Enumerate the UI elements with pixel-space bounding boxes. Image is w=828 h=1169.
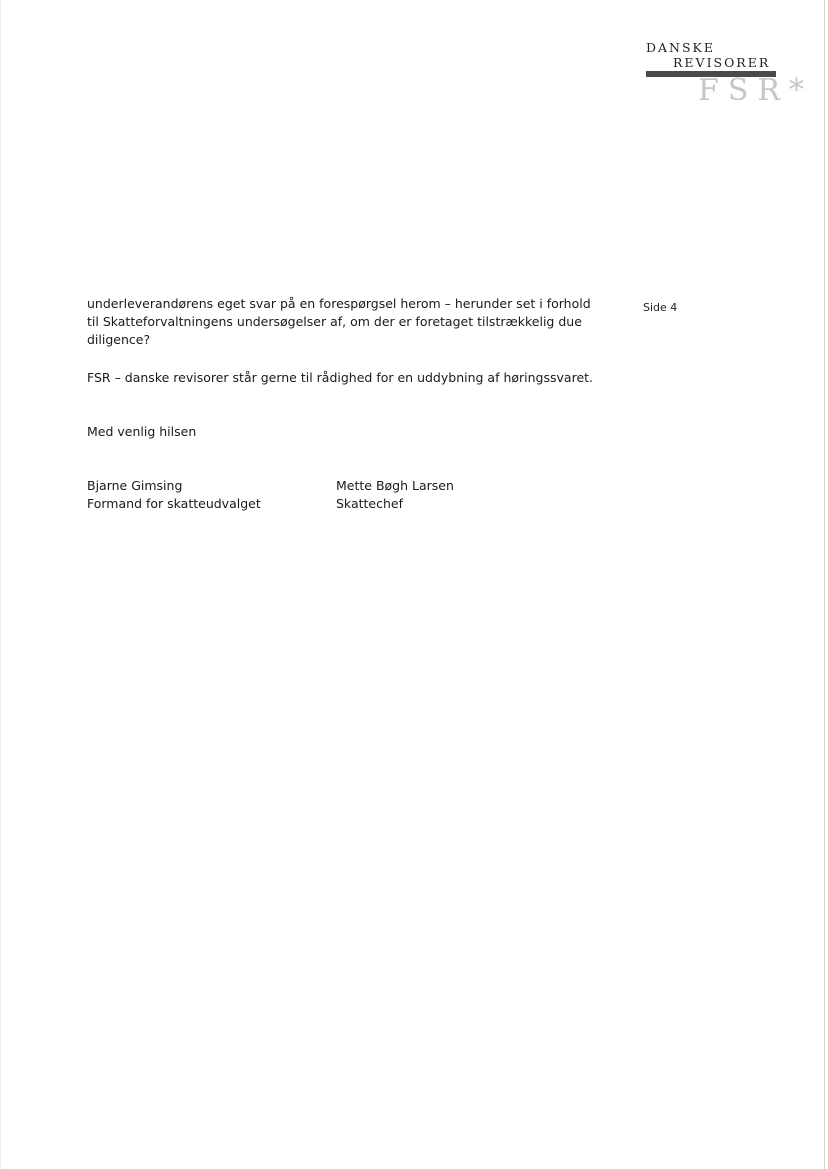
- paragraph-continuation: [87, 295, 617, 349]
- signature-title: Formand for skatteudvalget: [87, 496, 261, 511]
- page-number: Side 4: [643, 301, 678, 314]
- logo-text-revisorer: REVISORER: [673, 55, 771, 70]
- closing-greeting: Med venlig hilsen: [87, 424, 197, 439]
- page-edge-left: [0, 0, 1, 1169]
- signature-name: Bjarne Gimsing: [87, 478, 183, 493]
- paragraph-line: til Skatteforvaltningens undersøgelser af, om der er foretaget tilstrækkelig due: [87, 314, 582, 329]
- paragraph-availability: FSR – danske revisorer står gerne til rådighed for en uddybning af høringssvaret.: [87, 370, 594, 385]
- fsr-logo: [646, 40, 813, 108]
- logo-text-danske: DANSKE: [646, 40, 716, 55]
- logo-fsr-mark: FSR*: [698, 73, 813, 108]
- signature-block-1: [87, 477, 261, 513]
- signature-name: Mette Bøgh Larsen: [336, 478, 454, 493]
- paragraph-line: underleverandørens eget svar på en forespørgsel herom – herunder set i forhold: [87, 296, 591, 311]
- signature-block-2: [336, 477, 454, 513]
- paragraph-line: diligence?: [87, 332, 151, 347]
- page-edge-right: [824, 0, 825, 1169]
- signature-title: Skattechef: [336, 496, 403, 511]
